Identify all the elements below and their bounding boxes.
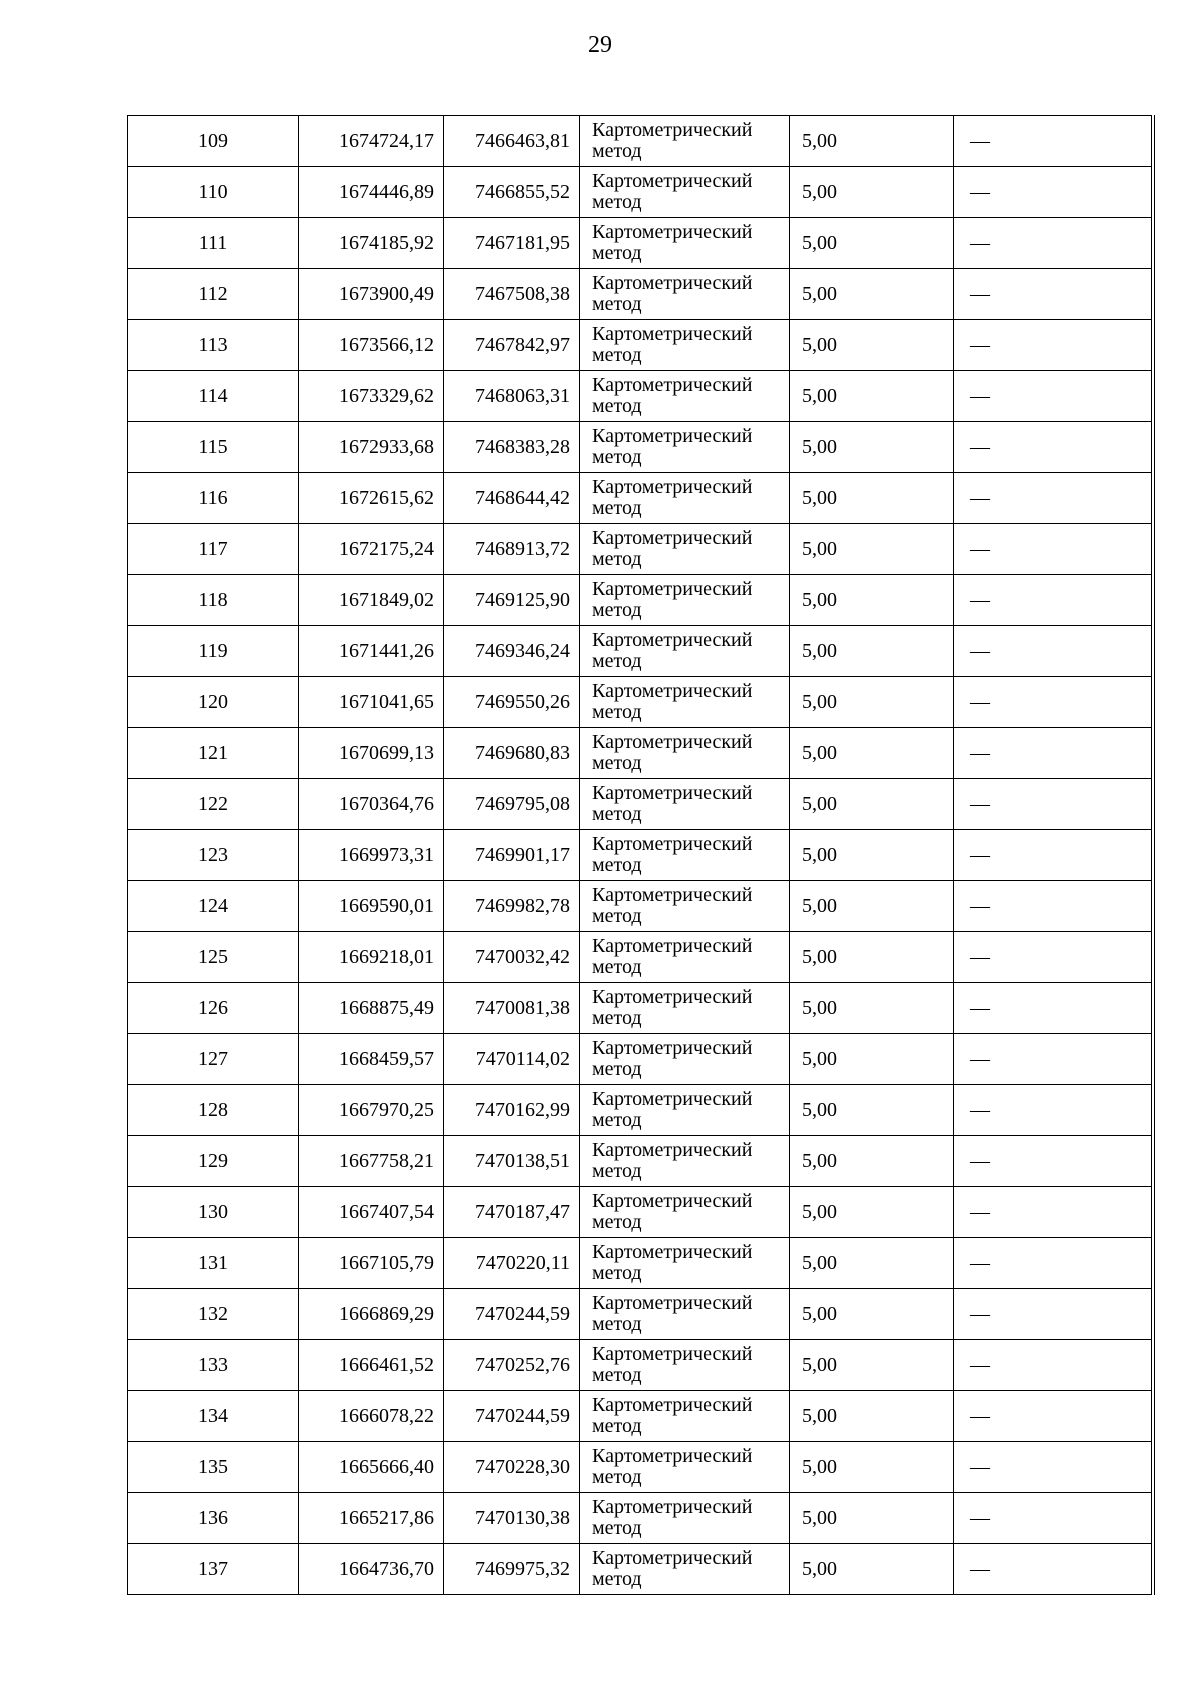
x-coordinate-cell: 1671041,65 <box>299 677 444 728</box>
y-coordinate-cell: 7468913,72 <box>444 524 580 575</box>
y-coordinate-cell: 7470187,47 <box>444 1187 580 1238</box>
table-row <box>128 320 1153 371</box>
method-text-line1: Картометрический <box>592 1445 753 1467</box>
method-text-line2: метод <box>592 242 642 264</box>
description-cell: — <box>954 422 1153 473</box>
x-coordinate-cell: 1669218,01 <box>299 932 444 983</box>
table-row <box>128 473 1153 524</box>
x-coordinate-cell: 1670364,76 <box>299 779 444 830</box>
x-coordinate-cell: 1673900,49 <box>299 269 444 320</box>
method-text-line2: метод <box>592 956 642 978</box>
accuracy-cell: 5,00 <box>790 983 954 1034</box>
table-row <box>128 1034 1153 1085</box>
x-coordinate-cell: 1672175,24 <box>299 524 444 575</box>
method-text-line1: Картометрический <box>592 119 753 141</box>
point-number-cell: 130 <box>128 1187 299 1238</box>
description-cell: — <box>954 881 1153 932</box>
method-cell <box>580 932 790 983</box>
point-number-cell: 137 <box>128 1544 299 1595</box>
accuracy-cell: 5,00 <box>790 881 954 932</box>
method-cell <box>580 269 790 320</box>
y-coordinate-cell: 7469795,08 <box>444 779 580 830</box>
method-text-line1: Картометрический <box>592 1496 753 1518</box>
method-text-line1: Картометрический <box>592 272 753 294</box>
accuracy-cell: 5,00 <box>790 1493 954 1544</box>
method-cell <box>580 320 790 371</box>
y-coordinate-cell: 7468063,31 <box>444 371 580 422</box>
table-row <box>128 1442 1153 1493</box>
y-coordinate-cell: 7470114,02 <box>444 1034 580 1085</box>
description-cell: — <box>954 269 1153 320</box>
y-coordinate-cell: 7468383,28 <box>444 422 580 473</box>
y-coordinate-cell: 7468644,42 <box>444 473 580 524</box>
method-text-line2: метод <box>592 497 642 519</box>
accuracy-cell: 5,00 <box>790 1340 954 1391</box>
table-row <box>128 575 1153 626</box>
table-row <box>128 1391 1153 1442</box>
description-cell: — <box>954 932 1153 983</box>
table-row <box>128 1493 1153 1544</box>
method-text-line2: метод <box>592 344 642 366</box>
description-cell: — <box>954 524 1153 575</box>
description-cell: — <box>954 1034 1153 1085</box>
method-cell <box>580 1187 790 1238</box>
y-coordinate-cell: 7470220,11 <box>444 1238 580 1289</box>
y-coordinate-cell: 7467181,95 <box>444 218 580 269</box>
y-coordinate-cell: 7467842,97 <box>444 320 580 371</box>
y-coordinate-cell: 7466855,52 <box>444 167 580 218</box>
method-text-line1: Картометрический <box>592 731 753 753</box>
x-coordinate-cell: 1669973,31 <box>299 830 444 881</box>
accuracy-cell: 5,00 <box>790 371 954 422</box>
y-coordinate-cell: 7470162,99 <box>444 1085 580 1136</box>
description-cell: — <box>954 1136 1153 1187</box>
table-row <box>128 983 1153 1034</box>
method-text-line1: Картометрический <box>592 323 753 345</box>
method-text-line2: метод <box>592 752 642 774</box>
description-cell: — <box>954 1187 1153 1238</box>
accuracy-cell: 5,00 <box>790 524 954 575</box>
table-row <box>128 218 1153 269</box>
table-row <box>128 728 1153 779</box>
method-cell <box>580 218 790 269</box>
method-cell <box>580 830 790 881</box>
method-text-line2: метод <box>592 650 642 672</box>
point-number-cell: 113 <box>128 320 299 371</box>
description-cell: — <box>954 575 1153 626</box>
table-row <box>128 881 1153 932</box>
coordinates-table-body <box>128 116 1153 1595</box>
table-row <box>128 1544 1153 1595</box>
method-cell <box>580 575 790 626</box>
description-cell: — <box>954 473 1153 524</box>
method-text-line2: метод <box>592 1262 642 1284</box>
table-row <box>128 269 1153 320</box>
table-row <box>128 1136 1153 1187</box>
method-text-line1: Картометрический <box>592 1394 753 1416</box>
accuracy-cell: 5,00 <box>790 1085 954 1136</box>
point-number-cell: 120 <box>128 677 299 728</box>
x-coordinate-cell: 1668875,49 <box>299 983 444 1034</box>
table-row <box>128 524 1153 575</box>
point-number-cell: 136 <box>128 1493 299 1544</box>
x-coordinate-cell: 1674185,92 <box>299 218 444 269</box>
accuracy-cell: 5,00 <box>790 575 954 626</box>
method-text-line2: метод <box>592 599 642 621</box>
method-text-line1: Картометрический <box>592 782 753 804</box>
method-cell <box>580 983 790 1034</box>
y-coordinate-cell: 7470081,38 <box>444 983 580 1034</box>
x-coordinate-cell: 1668459,57 <box>299 1034 444 1085</box>
table-row <box>128 1238 1153 1289</box>
table-row <box>128 779 1153 830</box>
accuracy-cell: 5,00 <box>790 932 954 983</box>
y-coordinate-cell: 7469680,83 <box>444 728 580 779</box>
x-coordinate-cell: 1664736,70 <box>299 1544 444 1595</box>
method-cell <box>580 779 790 830</box>
description-cell: — <box>954 116 1153 167</box>
method-text-line1: Картометрический <box>592 1343 753 1365</box>
method-text-line1: Картометрический <box>592 170 753 192</box>
description-cell: — <box>954 1493 1153 1544</box>
y-coordinate-cell: 7470032,42 <box>444 932 580 983</box>
method-cell <box>580 473 790 524</box>
description-cell: — <box>954 983 1153 1034</box>
accuracy-cell: 5,00 <box>790 167 954 218</box>
method-text-line2: метод <box>592 293 642 315</box>
method-cell <box>580 626 790 677</box>
point-number-cell: 125 <box>128 932 299 983</box>
method-text-line1: Картометрический <box>592 425 753 447</box>
point-number-cell: 129 <box>128 1136 299 1187</box>
description-cell: — <box>954 1340 1153 1391</box>
point-number-cell: 116 <box>128 473 299 524</box>
method-cell <box>580 1289 790 1340</box>
point-number-cell: 132 <box>128 1289 299 1340</box>
point-number-cell: 115 <box>128 422 299 473</box>
method-text-line2: метод <box>592 1415 642 1437</box>
point-number-cell: 118 <box>128 575 299 626</box>
accuracy-cell: 5,00 <box>790 422 954 473</box>
y-coordinate-cell: 7469975,32 <box>444 1544 580 1595</box>
description-cell: — <box>954 167 1153 218</box>
method-text-line2: метод <box>592 1466 642 1488</box>
point-number-cell: 110 <box>128 167 299 218</box>
x-coordinate-cell: 1671441,26 <box>299 626 444 677</box>
table-row <box>128 1085 1153 1136</box>
page-number: 29 <box>588 32 612 58</box>
point-number-cell: 126 <box>128 983 299 1034</box>
y-coordinate-cell: 7469901,17 <box>444 830 580 881</box>
x-coordinate-cell: 1674446,89 <box>299 167 444 218</box>
method-text-line1: Картометрический <box>592 833 753 855</box>
table-row <box>128 1289 1153 1340</box>
accuracy-cell: 5,00 <box>790 473 954 524</box>
x-coordinate-cell: 1666461,52 <box>299 1340 444 1391</box>
description-cell: — <box>954 677 1153 728</box>
description-cell: — <box>954 218 1153 269</box>
y-coordinate-cell: 7469982,78 <box>444 881 580 932</box>
method-cell <box>580 677 790 728</box>
accuracy-cell: 5,00 <box>790 1238 954 1289</box>
point-number-cell: 133 <box>128 1340 299 1391</box>
point-number-cell: 114 <box>128 371 299 422</box>
x-coordinate-cell: 1672933,68 <box>299 422 444 473</box>
y-coordinate-cell: 7470130,38 <box>444 1493 580 1544</box>
method-text-line1: Картометрический <box>592 1292 753 1314</box>
accuracy-cell: 5,00 <box>790 218 954 269</box>
point-number-cell: 135 <box>128 1442 299 1493</box>
method-text-line1: Картометрический <box>592 1547 753 1569</box>
y-coordinate-cell: 7469550,26 <box>444 677 580 728</box>
x-coordinate-cell: 1673329,62 <box>299 371 444 422</box>
x-coordinate-cell: 1670699,13 <box>299 728 444 779</box>
y-coordinate-cell: 7470138,51 <box>444 1136 580 1187</box>
description-cell: — <box>954 779 1153 830</box>
y-coordinate-cell: 7470228,30 <box>444 1442 580 1493</box>
method-text-line2: метод <box>592 1364 642 1386</box>
method-text-line1: Картометрический <box>592 578 753 600</box>
method-cell <box>580 1085 790 1136</box>
point-number-cell: 127 <box>128 1034 299 1085</box>
x-coordinate-cell: 1666078,22 <box>299 1391 444 1442</box>
method-text-line1: Картометрический <box>592 1139 753 1161</box>
method-cell <box>580 728 790 779</box>
x-coordinate-cell: 1674724,17 <box>299 116 444 167</box>
point-number-cell: 134 <box>128 1391 299 1442</box>
method-text-line1: Картометрический <box>592 680 753 702</box>
accuracy-cell: 5,00 <box>790 830 954 881</box>
point-number-cell: 109 <box>128 116 299 167</box>
description-cell: — <box>954 1085 1153 1136</box>
method-text-line1: Картометрический <box>592 1037 753 1059</box>
method-text-line1: Картометрический <box>592 986 753 1008</box>
table-row <box>128 626 1153 677</box>
x-coordinate-cell: 1669590,01 <box>299 881 444 932</box>
method-text-line2: метод <box>592 1568 642 1590</box>
accuracy-cell: 5,00 <box>790 116 954 167</box>
method-text-line1: Картометрический <box>592 1190 753 1212</box>
method-text-line2: метод <box>592 1313 642 1335</box>
y-coordinate-cell: 7467508,38 <box>444 269 580 320</box>
method-cell <box>580 116 790 167</box>
table-row <box>128 167 1153 218</box>
y-coordinate-cell: 7470244,59 <box>444 1289 580 1340</box>
accuracy-cell: 5,00 <box>790 1187 954 1238</box>
description-cell: — <box>954 371 1153 422</box>
y-coordinate-cell: 7470252,76 <box>444 1340 580 1391</box>
description-cell: — <box>954 1544 1153 1595</box>
method-cell <box>580 1136 790 1187</box>
method-cell <box>580 1238 790 1289</box>
description-cell: — <box>954 1238 1153 1289</box>
method-cell <box>580 1544 790 1595</box>
method-cell <box>580 1391 790 1442</box>
method-text-line2: метод <box>592 701 642 723</box>
y-coordinate-cell: 7470244,59 <box>444 1391 580 1442</box>
method-cell <box>580 422 790 473</box>
description-cell: — <box>954 830 1153 881</box>
description-cell: — <box>954 1391 1153 1442</box>
x-coordinate-cell: 1665217,86 <box>299 1493 444 1544</box>
accuracy-cell: 5,00 <box>790 1289 954 1340</box>
method-cell <box>580 1340 790 1391</box>
x-coordinate-cell: 1673566,12 <box>299 320 444 371</box>
table-row <box>128 371 1153 422</box>
x-coordinate-cell: 1667407,54 <box>299 1187 444 1238</box>
point-number-cell: 121 <box>128 728 299 779</box>
y-coordinate-cell: 7469125,90 <box>444 575 580 626</box>
method-text-line2: метод <box>592 140 642 162</box>
method-text-line1: Картометрический <box>592 935 753 957</box>
x-coordinate-cell: 1667758,21 <box>299 1136 444 1187</box>
method-text-line2: метод <box>592 1007 642 1029</box>
point-number-cell: 111 <box>128 218 299 269</box>
method-text-line1: Картометрический <box>592 221 753 243</box>
x-coordinate-cell: 1667970,25 <box>299 1085 444 1136</box>
table-row <box>128 677 1153 728</box>
table-row <box>128 422 1153 473</box>
method-text-line2: метод <box>592 1211 642 1233</box>
accuracy-cell: 5,00 <box>790 1442 954 1493</box>
method-text-line2: метод <box>592 1160 642 1182</box>
method-text-line1: Картометрический <box>592 476 753 498</box>
accuracy-cell: 5,00 <box>790 1391 954 1442</box>
point-number-cell: 117 <box>128 524 299 575</box>
point-number-cell: 128 <box>128 1085 299 1136</box>
accuracy-cell: 5,00 <box>790 1034 954 1085</box>
table-row <box>128 116 1153 167</box>
point-number-cell: 123 <box>128 830 299 881</box>
method-text-line2: метод <box>592 548 642 570</box>
method-cell <box>580 524 790 575</box>
method-text-line1: Картометрический <box>592 527 753 549</box>
method-text-line2: метод <box>592 191 642 213</box>
method-cell <box>580 1034 790 1085</box>
method-text-line1: Картометрический <box>592 374 753 396</box>
method-cell <box>580 371 790 422</box>
accuracy-cell: 5,00 <box>790 320 954 371</box>
accuracy-cell: 5,00 <box>790 677 954 728</box>
y-coordinate-cell: 7469346,24 <box>444 626 580 677</box>
description-cell: — <box>954 626 1153 677</box>
accuracy-cell: 5,00 <box>790 269 954 320</box>
method-text-line2: метод <box>592 905 642 927</box>
accuracy-cell: 5,00 <box>790 1544 954 1595</box>
method-text-line1: Картометрический <box>592 1088 753 1110</box>
method-text-line1: Картометрический <box>592 884 753 906</box>
coordinates-table <box>127 115 1155 1595</box>
accuracy-cell: 5,00 <box>790 1136 954 1187</box>
method-text-line2: метод <box>592 446 642 468</box>
table-row <box>128 1340 1153 1391</box>
description-cell: — <box>954 320 1153 371</box>
method-text-line1: Картометрический <box>592 1241 753 1263</box>
method-text-line1: Картометрический <box>592 629 753 651</box>
method-text-line2: метод <box>592 803 642 825</box>
point-number-cell: 124 <box>128 881 299 932</box>
method-text-line2: метод <box>592 395 642 417</box>
point-number-cell: 122 <box>128 779 299 830</box>
method-cell <box>580 1442 790 1493</box>
description-cell: — <box>954 728 1153 779</box>
method-cell <box>580 167 790 218</box>
description-cell: — <box>954 1289 1153 1340</box>
table-row <box>128 830 1153 881</box>
x-coordinate-cell: 1672615,62 <box>299 473 444 524</box>
accuracy-cell: 5,00 <box>790 626 954 677</box>
x-coordinate-cell: 1671849,02 <box>299 575 444 626</box>
method-text-line2: метод <box>592 1517 642 1539</box>
point-number-cell: 112 <box>128 269 299 320</box>
table-row <box>128 932 1153 983</box>
table-row <box>128 1187 1153 1238</box>
x-coordinate-cell: 1667105,79 <box>299 1238 444 1289</box>
x-coordinate-cell: 1665666,40 <box>299 1442 444 1493</box>
method-text-line2: метод <box>592 1058 642 1080</box>
method-cell <box>580 1493 790 1544</box>
description-cell: — <box>954 1442 1153 1493</box>
y-coordinate-cell: 7466463,81 <box>444 116 580 167</box>
method-cell <box>580 881 790 932</box>
accuracy-cell: 5,00 <box>790 728 954 779</box>
accuracy-cell: 5,00 <box>790 779 954 830</box>
x-coordinate-cell: 1666869,29 <box>299 1289 444 1340</box>
method-text-line2: метод <box>592 854 642 876</box>
point-number-cell: 131 <box>128 1238 299 1289</box>
method-text-line2: метод <box>592 1109 642 1131</box>
point-number-cell: 119 <box>128 626 299 677</box>
